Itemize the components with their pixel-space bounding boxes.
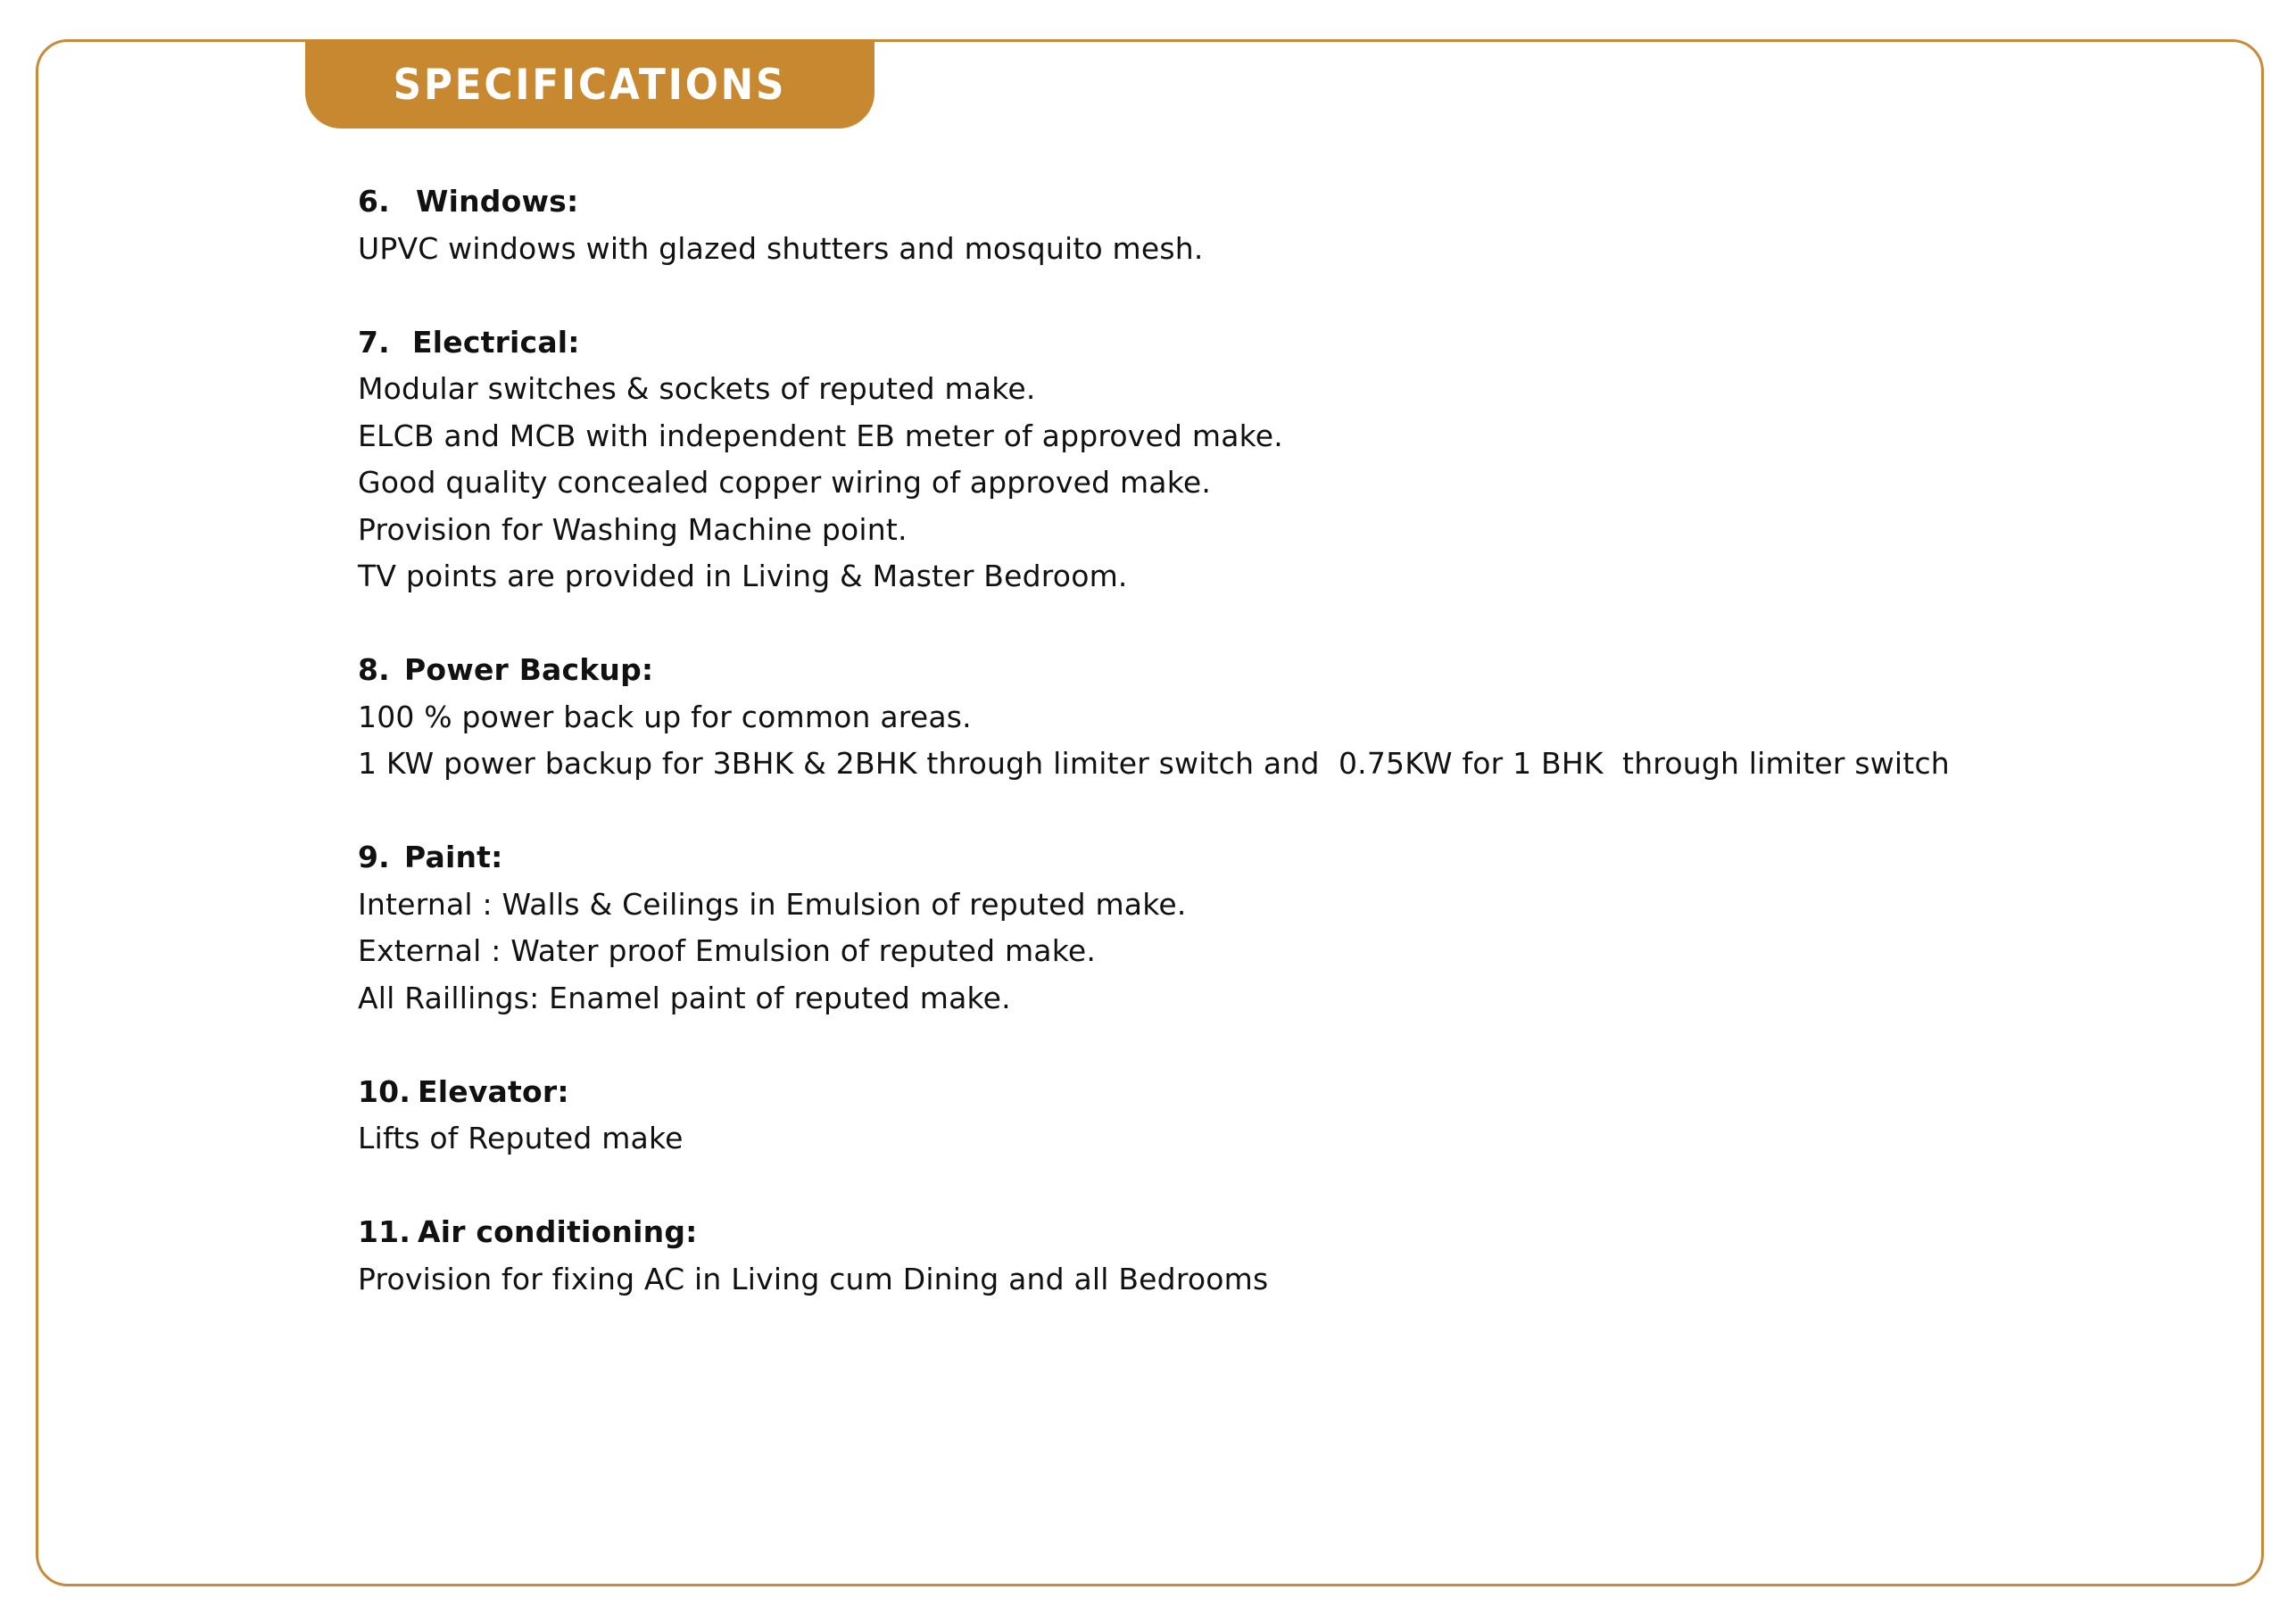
spec-section-power-backup <box>358 647 2232 788</box>
spec-section-windows <box>358 178 2232 272</box>
section-heading <box>358 178 2232 226</box>
section-title: Air conditioning: <box>418 1214 698 1249</box>
section-heading <box>358 647 2232 694</box>
spec-line: 1 KW power backup for 3BHK & 2BHK through limiter switch and 0.75KW for 1 BHK through limiter switch <box>358 746 1950 781</box>
section-heading <box>358 834 2232 882</box>
spec-line: UPVC windows with glazed shutters and mosquito mesh. <box>358 230 1204 266</box>
section-number: 11. <box>358 1214 411 1249</box>
spec-section-electrical <box>358 319 2232 600</box>
section-number: 10. <box>358 1073 411 1109</box>
spec-line: All Raillings: Enamel paint of reputed make. <box>358 980 1011 1015</box>
spec-line: Modular switches & sockets of reputed make. <box>358 371 1036 406</box>
spec-line: External : Water proof Emulsion of reputed make. <box>358 933 1097 968</box>
spec-line: Provision for Washing Machine point. <box>358 511 908 547</box>
spec-section-air-conditioning <box>358 1209 2232 1303</box>
section-number: 6. <box>358 184 390 219</box>
specifications-header-tab <box>305 39 874 128</box>
section-heading <box>358 1069 2232 1116</box>
specifications-list <box>358 178 2232 1350</box>
section-number: 8. <box>358 652 390 687</box>
page-title: SPECIFICATIONS <box>393 60 787 110</box>
section-title: Windows: <box>416 184 579 219</box>
section-number: 9. <box>358 840 390 874</box>
section-title: Elevator: <box>418 1073 569 1109</box>
spec-line: Lifts of Reputed make <box>358 1121 684 1155</box>
section-title: Electrical: <box>412 324 580 360</box>
spec-section-elevator <box>358 1069 2232 1163</box>
spec-line: ELCB and MCB with independent EB meter of approved make. <box>358 418 1283 453</box>
spec-line: TV points are provided in Living & Master Bedroom. <box>358 559 1128 593</box>
spec-line: Provision for fixing AC in Living cum Dining and all Bedrooms <box>358 1261 1269 1296</box>
section-heading <box>358 319 2232 367</box>
spec-line: Good quality concealed copper wiring of approved make. <box>358 465 1212 500</box>
spec-section-paint <box>358 834 2232 1022</box>
spec-line: Internal : Walls & Ceilings in Emulsion of reputed make. <box>358 886 1187 922</box>
section-title: Power Backup: <box>404 652 654 687</box>
spec-line: 100 % power back up for common areas. <box>358 699 972 734</box>
section-number: 7. <box>358 324 390 360</box>
section-title: Paint: <box>404 840 503 874</box>
section-heading <box>358 1209 2232 1256</box>
